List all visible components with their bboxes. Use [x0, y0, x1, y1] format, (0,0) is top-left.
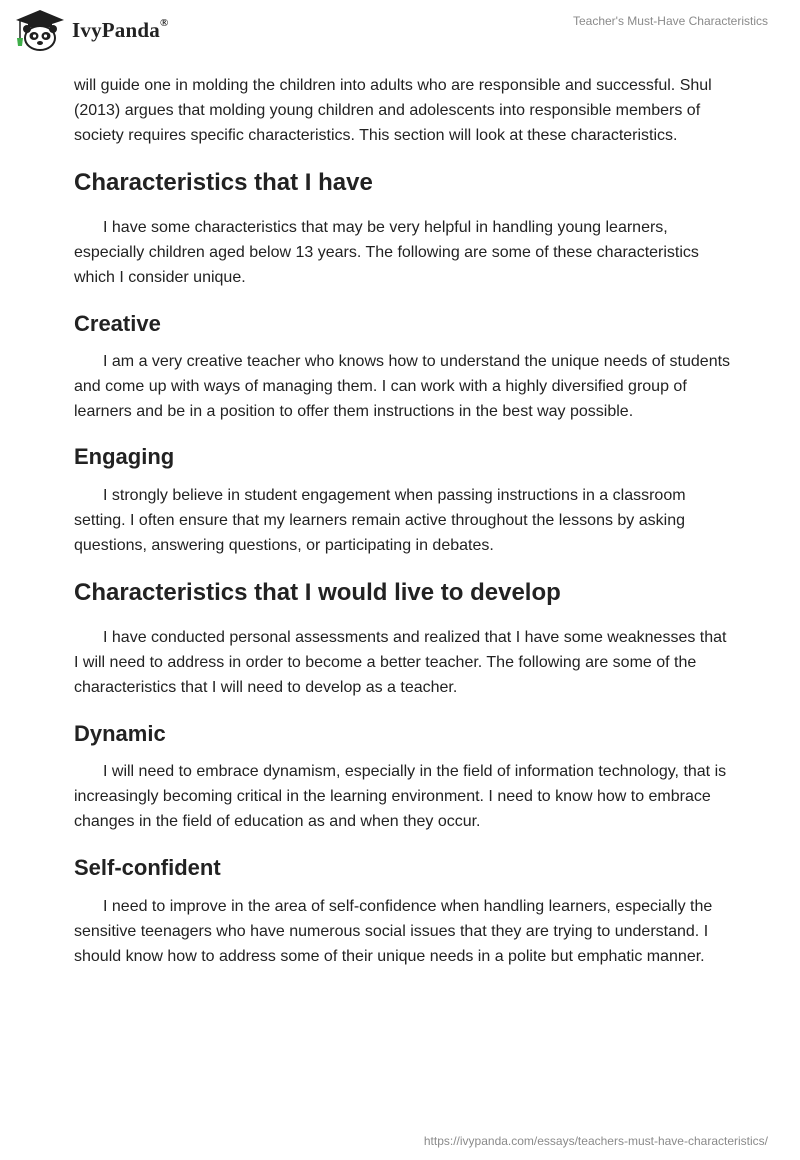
section-heading-characteristics-i-have: Characteristics that I have: [74, 169, 373, 196]
subheading-creative: Creative: [74, 311, 161, 336]
section-paragraph: I have some characteristics that may be very helpful in handling young learners, especially children aged below 13 years. The following are some of these characteristics which I consider unique.: [74, 219, 699, 286]
subheading-dynamic: Dynamic: [74, 721, 166, 746]
site-logo[interactable]: [14, 8, 168, 52]
paragraph-engaging: I strongly believe in student engagement when passing instructions in a classroom setting. I often ensure that my learners remain active throughout the lessons by asking questions, answering questions, or participating in debates.: [74, 487, 686, 554]
paragraph-self-confident: I need to improve in the area of self-confidence when handling learners, especially the sensitive teenagers who have numerous social issues that they are trying to understand. I should know how to address some of their unique needs in a polite but emphatic manner.: [74, 898, 713, 965]
document-title: Teacher's Must-Have Characteristics: [572, 14, 768, 28]
section-heading-characteristics-to-develop: Characteristics that I would live to develop: [74, 579, 561, 606]
essay-content: [74, 70, 734, 969]
panda-graduate-icon: [14, 8, 66, 52]
subheading-self-confident: Self-confident: [74, 855, 221, 880]
paragraph-dynamic: I will need to embrace dynamism, especially in the field of information technology, that is increasingly becoming critical in the learning environment. I need to know how to embrace changes in the field of education as and when they occur.: [74, 763, 727, 830]
paragraph-creative: I am a very creative teacher who knows how to understand the unique needs of students and come up with ways of managing them. I can work with a highly diversified group of learners and be in a position to offer them instructions in the best way possible.: [74, 353, 731, 420]
section-paragraph: I have conducted personal assessments and realized that I have some weaknesses that I will need to address in order to become a better teacher. The following are some of the characteristics that I will need to develop as a teacher.: [74, 629, 727, 696]
source-url[interactable]: https://ivypanda.com/essays/teachers-must-have-characteristics/: [423, 1134, 768, 1148]
subheading-engaging: Engaging: [74, 444, 175, 469]
logo-text: IvyPanda®: [72, 16, 169, 42]
intro-paragraph: will guide one in molding the children into adults who are responsible and successful. Shul (2013) argues that molding young children and adolescents into responsible members of society requires specific characteristics. This section will look at these characteristics.: [74, 77, 712, 144]
